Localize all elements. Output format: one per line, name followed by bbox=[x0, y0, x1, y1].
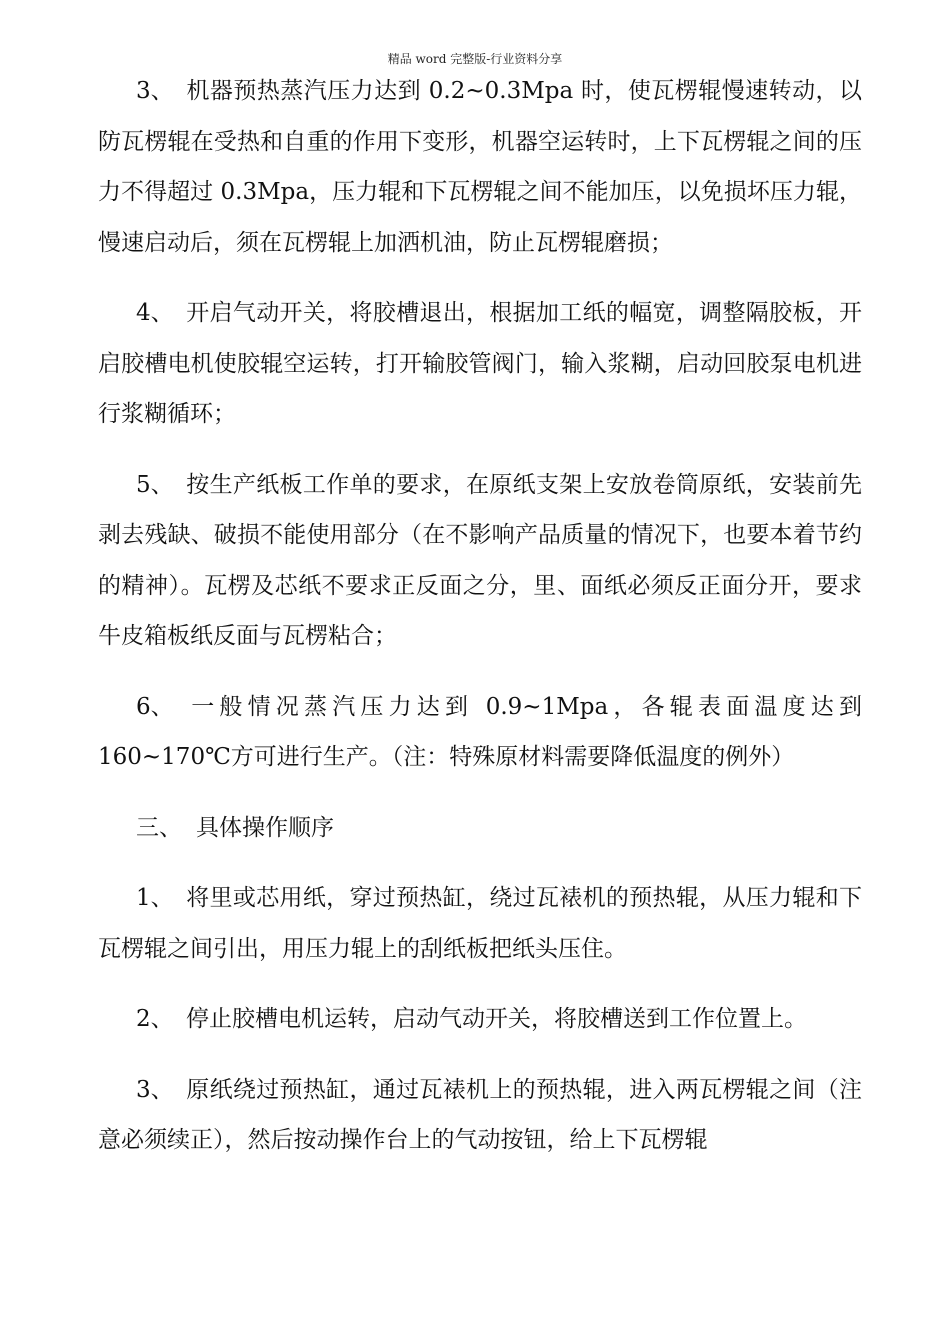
step-2 bbox=[98, 994, 862, 1045]
step-text: 将里或芯用纸，穿过预热缸，绕过瓦裱机的预热辊，从压力辊和下瓦楞辊之间引出，用压力辊上的刮纸板把纸头压住。 bbox=[98, 885, 862, 962]
section-number: 三、 bbox=[136, 814, 182, 841]
paragraph-5 bbox=[98, 460, 862, 662]
step-3 bbox=[98, 1065, 862, 1166]
page-header: 精品 word 完整版-行业资料分享 bbox=[387, 52, 563, 66]
paragraph-text: 机器预热蒸汽压力达到 0.2~0.3Mpa 时，使瓦楞辊慢速转动，以防瓦楞辊在受热和自重的作用下变形，机器空运转时，上下瓦楞辊之间的压力不得超过 0.3Mpa，压力辊和下瓦楞辊之间不能加压，以免损坏压力辊，慢速启动后，须在瓦楞辊上加洒机油，防止瓦楞辊磨损； bbox=[98, 78, 862, 256]
section-title: 具体操作顺序 bbox=[196, 814, 334, 841]
document-body bbox=[98, 66, 862, 1186]
paragraph-text: 一般情况蒸汽压力达到 0.9~1Mpa，各辊表面温度达到160~170℃方可进行生产。（注：特殊原材料需要降低温度的例外） bbox=[98, 693, 862, 770]
step-text: 停止胶槽电机运转，启动气动开关，将胶槽送到工作位置上。 bbox=[186, 1006, 807, 1032]
step-text: 原纸绕过预热缸，通过瓦裱机上的预热辊，进入两瓦楞辊之间（注意必须续正），然后按动操作台上的气动按钮，给上下瓦楞辊 bbox=[98, 1076, 862, 1153]
item-number: 5、 bbox=[136, 471, 174, 498]
item-number: 6、 bbox=[136, 693, 174, 720]
paragraph-text: 开启气动开关，将胶槽退出，根据加工纸的幅宽，调整隔胶板，开启胶槽电机使胶辊空运转，打开输胶管阀门，输入浆糊，启动回胶泵电机进行浆糊循环； bbox=[98, 300, 862, 427]
step-number: 3、 bbox=[136, 1076, 174, 1103]
paragraph-3 bbox=[98, 66, 862, 268]
item-number: 3、 bbox=[136, 78, 174, 104]
step-1 bbox=[98, 873, 862, 974]
step-number: 1、 bbox=[136, 885, 174, 911]
paragraph-text: 按生产纸板工作单的要求，在原纸支架上安放卷筒原纸，安装前先剥去残缺、破损不能使用部分（在不影响产品质量的情况下，也要本着节约的精神）。瓦楞及芯纸不要求正反面之分，里、面纸必须反正面分开，要求牛皮箱板纸反面与瓦楞粘合； bbox=[98, 471, 862, 649]
paragraph-4 bbox=[98, 288, 862, 440]
paragraph-6 bbox=[98, 682, 862, 783]
item-number: 4、 bbox=[136, 300, 174, 326]
step-number: 2、 bbox=[136, 1006, 174, 1032]
section-heading bbox=[98, 803, 862, 854]
